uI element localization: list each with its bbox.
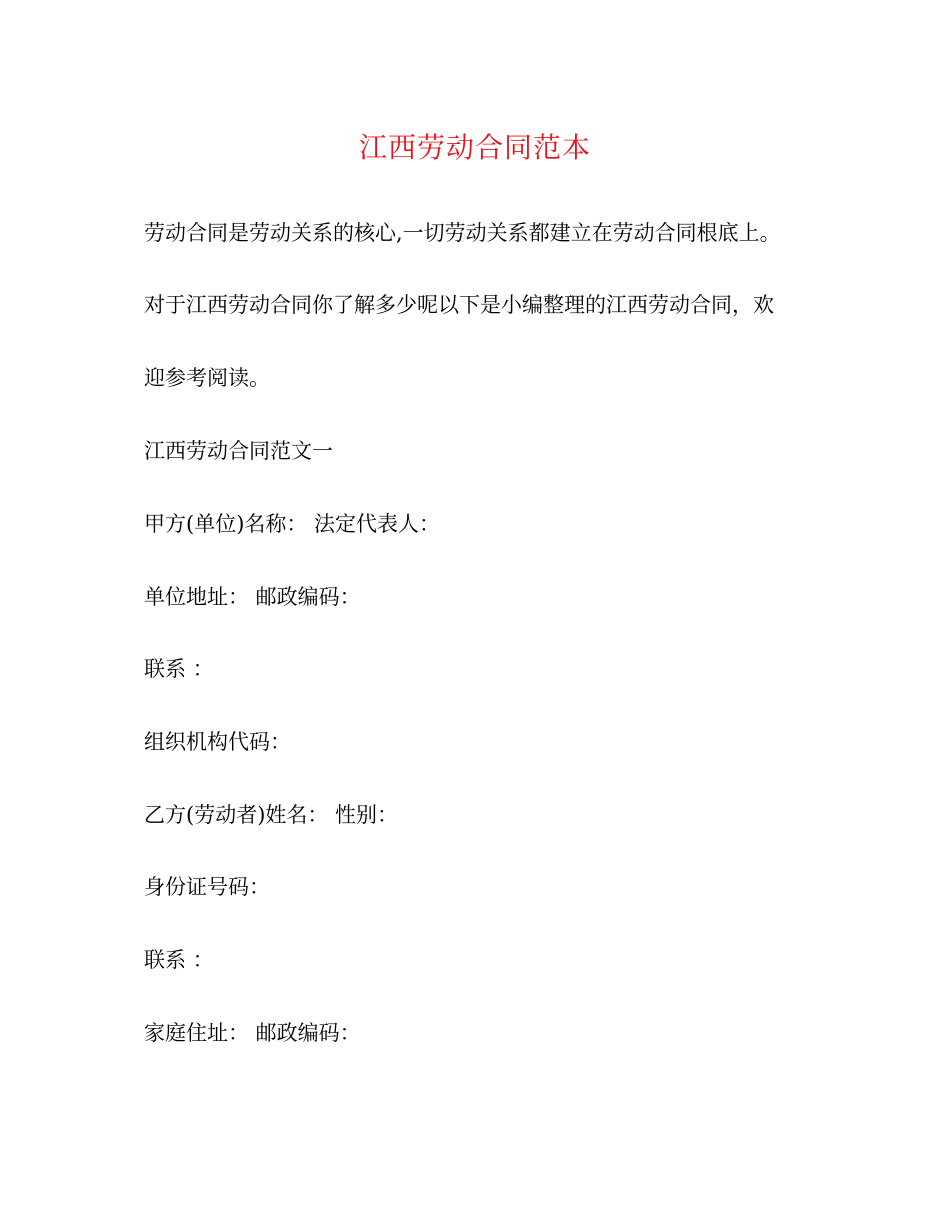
- party-a-name-field: 甲方(单位)名称： 法定代表人：: [144, 512, 441, 536]
- home-address-field: 家庭住址： 邮政编码：: [144, 1021, 361, 1045]
- section-heading: 江西劳动合同范文一: [144, 439, 333, 463]
- party-a-address-field: 单位地址： 邮政编码：: [144, 585, 361, 609]
- organization-code-field: 组织机构代码：: [144, 730, 291, 754]
- party-b-name-field: 乙方(劳动者)姓名： 性别：: [144, 803, 399, 827]
- id-number-field: 身份证号码：: [144, 875, 270, 899]
- intro-line-3: 迎参考阅读。: [144, 366, 270, 390]
- intro-line-1: 劳动合同是劳动关系的核心,一切劳动关系都建立在劳动合同根底上。: [144, 221, 781, 245]
- document-title: 江西劳动合同范本: [358, 131, 591, 164]
- party-a-contact-field: 联系 ：: [144, 657, 214, 681]
- intro-line-2: 对于江西劳动合同你了解多少呢以下是小编整理的江西劳动合同，欢: [144, 293, 774, 317]
- party-b-contact-field: 联系 ：: [144, 948, 214, 972]
